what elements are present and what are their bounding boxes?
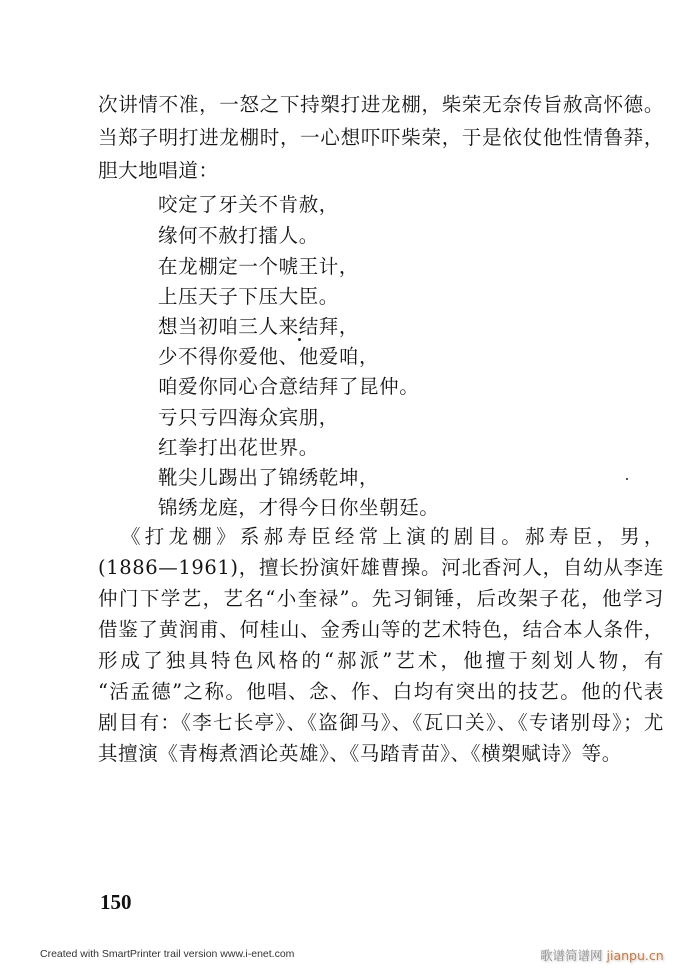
verse-line: 在龙棚定一个唬王计， (158, 255, 360, 278)
verse-line: 锦绣龙庭，才得今日你坐朝廷。 (158, 496, 440, 519)
verse-line: 缘何不赦打擂人。 (158, 224, 319, 247)
verse-line: 咬定了牙关不肯赦， (158, 193, 339, 216)
verse-line: 咱爱你同心合意结拜了昆仲。 (158, 375, 420, 398)
printer-watermark: Created with SmartPrinter trail version www.i-enet.com (40, 948, 295, 960)
scan-speck (298, 338, 301, 341)
site-watermark-text: 歌谱简谱网 (540, 948, 603, 963)
prose-line: “活孟德”之称。他唱、念、作、白均有突出的技艺。他的代表 (98, 680, 664, 703)
verse-line: 红拳打出花世界。 (158, 436, 319, 459)
prose-line: 仲门下学艺，艺名“小奎禄”。先习铜锤，后改架子花，他学习 (98, 587, 664, 610)
prose-line: 借鉴了黄润甫、何桂山、金秀山等的艺术特色，结合本人条件， (98, 618, 664, 641)
site-watermark-domain: jianpu.cn (606, 948, 664, 963)
prose-line: 次讲情不准，一怒之下持槊打进龙棚，柴荣无奈传旨赦高怀德。 (98, 93, 664, 116)
verse-line: 上压天子下压大臣。 (158, 285, 339, 308)
prose-line: 剧目有：《李七长亭》、《盗御马》、《瓦口关》、《专诸别母》；尤 (98, 711, 664, 734)
prose-line: 形成了独具特色风格的“郝派”艺术，他擅于刻划人物，有 (98, 649, 664, 672)
prose-line: 胆大地唱道： (98, 159, 219, 182)
prose-line: (1886—1961)，擅长扮演奸雄曹操。河北香河人，自幼从李连 (98, 556, 664, 579)
page-number: 150 (100, 890, 132, 914)
prose-line: 其擅演《青梅煮酒论英雄》、《马踏青苗》、《横槊赋诗》等。 (98, 742, 622, 765)
verse-line: 亏只亏四海众宾朋， (158, 406, 339, 429)
verse-line: 靴尖儿踢出了锦绣乾坤， (158, 466, 380, 489)
site-watermark (540, 946, 664, 964)
prose-line: 当郑子明打进龙棚时，一心想吓吓柴荣，于是依仗他性情鲁莽， (98, 126, 664, 149)
verse-line: 少不得你爱他、他爱咱， (158, 345, 380, 368)
scan-speck (626, 478, 628, 480)
prose-line-indented: 《打龙棚》系郝寿臣经常上演的剧目。郝寿臣，男， (121, 525, 664, 548)
verse-line: 想当初咱三人来结拜， (158, 315, 360, 338)
